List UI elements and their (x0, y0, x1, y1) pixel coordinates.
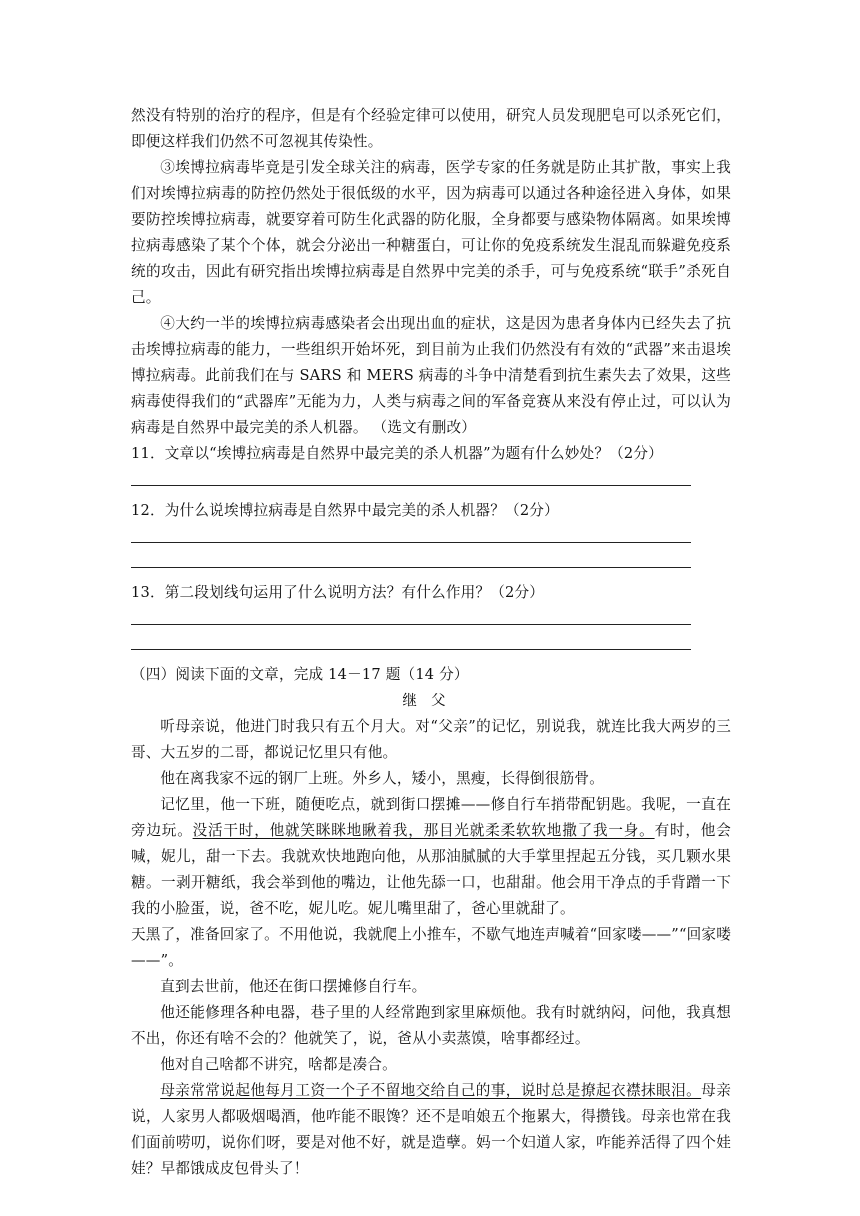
passage3-para-4: ④大约一半的埃博拉病毒感染者会出现出血的症状，这是因为患者身体内已经失去了抗击埃博拉病毒的能力，一些组织开始坏死，到目前为止我们仍然没有有效的“武器”来击退埃博拉病毒。此前我们在与 SARS 和 MERS 病毒的斗争中清楚看到抗生素失去了效果，这些病毒使得我们的“武器库”无能为力，人类与病毒之间的军备竞赛从来没有停止过，可以认为病毒是自然界中最完美的杀人机器。 （选文有删改） (131, 315, 731, 436)
question-13: 13．第二段划线句运用了什么说明方法？有什么作用？（2分） (131, 584, 545, 601)
passage3-para-continued: 然没有特别的治疗的程序，但是有个经验定律可以使用，研究人员发现肥皂可以杀死它们，即便这样我们仍然不可忽视其传染性。 (131, 107, 731, 150)
article-title: 继父 (402, 692, 460, 709)
article-para-8 (131, 1078, 731, 1182)
passage3-para-3: ③埃博拉病毒毕竟是引发全球关注的病毒，医学专家的任务就是防止其扩散，事实上我们对埃博拉病毒的防控仍然处于很低级的水平，因为病毒可以通过各种途径进入身体，如果要防控埃博拉病毒，就要穿着可防生化武器的防化服，全身都要与感染物体隔离。如果埃博拉病毒感染了某个个体，就会分泌出一种糖蛋白，可让你的免疫系统发生混乱而躲避免疫系统的攻击，因此有研究指出埃博拉病毒是自然界中完美的杀手，可与免疫系统“联手”杀死自己。 (131, 159, 731, 306)
article-para-8-text: 母亲说，人家男人都吸烟喝酒，他咋能不眼馋？还不是咱娘五个拖累大，得攒钱。母亲也常在我们面前唠叨，说你们呀，要是对他不好，就是造孽。妈一个妇道人家，咋能养活得了四个娃娃？早都饿成皮包骨头了！ (131, 1082, 731, 1177)
answer-line-13a[interactable] (131, 612, 691, 625)
underlined-sentence-2: 母亲常常说起他每月工资一个子不留地交给自己的事，说时总是撩起衣襟抹眼泪。 (160, 1082, 702, 1099)
section-4-heading: （四）阅读下面的文章，完成 14－17 题（14 分） (131, 666, 469, 683)
article-para-3 (131, 792, 731, 922)
article-para-1: 听母亲说，他进门时我只有五个月大。对“父亲”的记忆，别说我，就连比我大两岁的三哥、大五岁的二哥，都说记忆里只有他。 (131, 718, 731, 761)
answer-line-11a[interactable] (131, 473, 691, 486)
question-11: 11．文章以“埃博拉病毒是自然界中最完美的杀人机器”为题有什么妙处？（2分） (131, 445, 663, 462)
answer-line-12b[interactable] (131, 555, 691, 568)
underlined-sentence-1: 没活干时，他就笑眯眯地瞅着我，那目光就柔柔软软地撒了我一身。 (192, 822, 655, 839)
article-para-2: 他在离我家不远的钢厂上班。外乡人，矮小，黑瘦，长得倒很筋骨。 (160, 770, 605, 787)
article-para-7: 他对自己啥都不讲究，啥都是凑合。 (160, 1056, 397, 1073)
article-para-4: 天黑了，准备回家了。不用他说，我就爬上小推车，不歇气地连声喊着“回家喽——”“回家喽——”。 (131, 926, 731, 969)
article-para-6: 他还能修理各种电器，巷子里的人经常跑到家里麻烦他。我有时就纳闷，问他，我真想不出，你还有啥不会的？他就笑了，说，爸从小卖蒸馍，啥事都经过。 (131, 1004, 731, 1047)
exam-page (131, 103, 731, 1182)
article-para-5: 直到去世前，他还在街口摆摊修自行车。 (160, 978, 427, 995)
article-para-3-text-a: 记忆里，他一下班，随便吃点，就到街口摆摊——修自行车捎带配钥匙。我呢，一直在旁边玩。 (131, 796, 731, 839)
answer-line-13b[interactable] (131, 637, 691, 650)
answer-line-12a[interactable] (131, 530, 691, 543)
article-para-3-text-b: 有时，他会喊，妮儿，甜一下去。我就欢快地跑向他，从那油腻腻的大手掌里捏起五分钱，买几颗水果糖。一剥开糖纸，我会举到他的嘴边，让他先舔一口，也甜甜。他会用干净点的手背蹭一下我的小脸蛋，说，爸不吃，妮儿吃。妮儿嘴里甜了，爸心里就甜了。 (131, 822, 731, 917)
question-12: 12．为什么说埃博拉病毒是自然界中最完美的杀人机器？（2分） (131, 502, 559, 519)
